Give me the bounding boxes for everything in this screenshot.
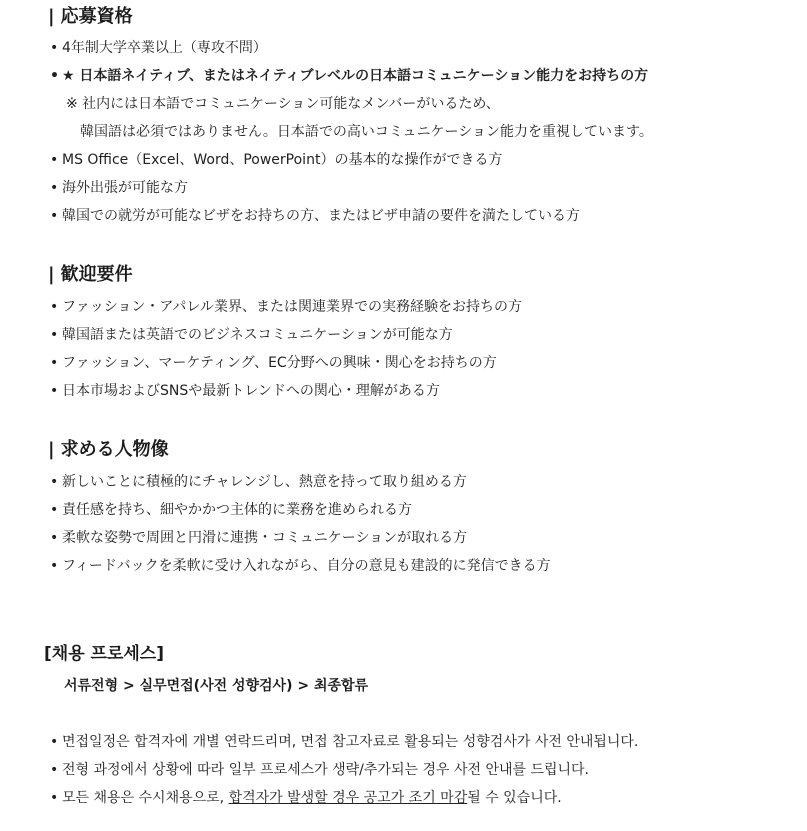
bullet: • [50,762,59,778]
bullet: • [50,208,59,224]
bullet: • [50,152,59,168]
heading-text: 求める人物像 [60,439,169,460]
bullet: • [50,530,59,546]
list-item-text-pre: 모든 채용은 수시채용으로, [62,790,229,806]
heading-text: 応募資格 [60,6,133,27]
heading-bar: | [48,264,55,285]
process-flow: 서류전형 > 실무면접(사전 성향검사) > 최종합류 [64,678,369,694]
bullet: • [50,68,59,84]
bullet: • [50,40,59,56]
list-item [50,528,467,548]
list-item [50,760,589,780]
list-item-text: ファッション、マーケティング、EC分野への興味・関心をお持ちの方 [62,355,497,371]
list-item-text: MS Office（Excel、Word、PowerPoint）の基本的な操作ができる方 [62,152,503,168]
list-item-text: 柔軟な姿勢で周囲と円滑に連携・コミュニケーションが取れる方 [62,530,468,546]
note-line-1: ※ 社内には日本語でコミュニケーション可能なメンバーがいるため、 [66,96,500,112]
list-item [50,732,638,752]
list-item-text: 韓国での就労が可能なビザをお持ちの方、またはビザ申請の要件を満たしている方 [62,208,580,224]
list-item-text: フィードバックを柔軟に受け入れながら、自分の意見も建設的に発信できる方 [62,558,551,574]
bullet: • [50,383,59,399]
bullet: • [50,502,59,518]
bullet: • [50,790,59,806]
list-item-text: 4年制大学卒業以上（専攻不問） [62,40,267,56]
list-item-text: 전형 과정에서 상황에 따라 일부 프로세스가 생략/추가되는 경우 사전 안내를 드립니다. [62,762,590,778]
heading-bar: | [48,6,55,27]
bullet: • [50,734,59,750]
list-item [50,206,580,226]
list-item [50,297,522,317]
list-item-emphasis [50,66,648,86]
list-item [50,788,562,808]
list-item-text: 韓国語または英語でのビジネスコミュニケーションが可能な方 [62,327,453,343]
list-item [50,472,467,492]
list-item [50,353,497,373]
qualifications-heading [48,5,133,29]
list-item [50,178,188,198]
process-title: [채용 프로세스] [44,644,164,664]
list-item-text: ファッション・アパレル業界、または関連業界での実務経験をお持ちの方 [62,299,522,315]
list-item [50,38,267,58]
note-line-2: 韓国語は必須ではありません。日本語での高いコミュニケーション能力を重視しています。 [80,124,653,140]
list-item [50,381,440,401]
heading-text: 歓迎要件 [60,264,133,285]
preferred-heading [48,263,133,287]
bullet: • [50,180,59,196]
list-item-text: ★ 日本語ネイティブ、またはネイティブレベルの日本語コミュニケーション能力をお持ちの方 [62,68,649,84]
list-item-text: 新しいことに積極的にチャレンジし、熱意を持って取り組める方 [62,474,467,490]
persona-heading [48,438,169,462]
list-item-text: 면접일정은 합격자에 개별 연락드리며, 면접 참고자료로 활용되는 성향검사가 사전 안내됩니다. [62,734,639,750]
list-item-text-post: 될 수 있습니다. [467,790,562,806]
list-item [50,500,412,520]
list-item-text: 海外出張が可能な方 [62,180,188,196]
heading-bar: | [48,439,55,460]
list-item-text-underlined: 합격자가 발생할 경우 공고가 조기 마감 [228,790,468,806]
list-item-text: 責任感を持ち、細やかかつ主体的に業務を進められる方 [62,502,412,518]
bullet: • [50,327,59,343]
list-item [50,325,453,345]
bullet: • [50,558,59,574]
bullet: • [50,299,59,315]
bullet: • [50,474,59,490]
list-item [50,150,502,170]
bullet: • [50,355,59,371]
list-item-text: 日本市場およびSNSや最新トレンドへの関心・理解がある方 [62,383,440,399]
list-item [50,556,551,576]
